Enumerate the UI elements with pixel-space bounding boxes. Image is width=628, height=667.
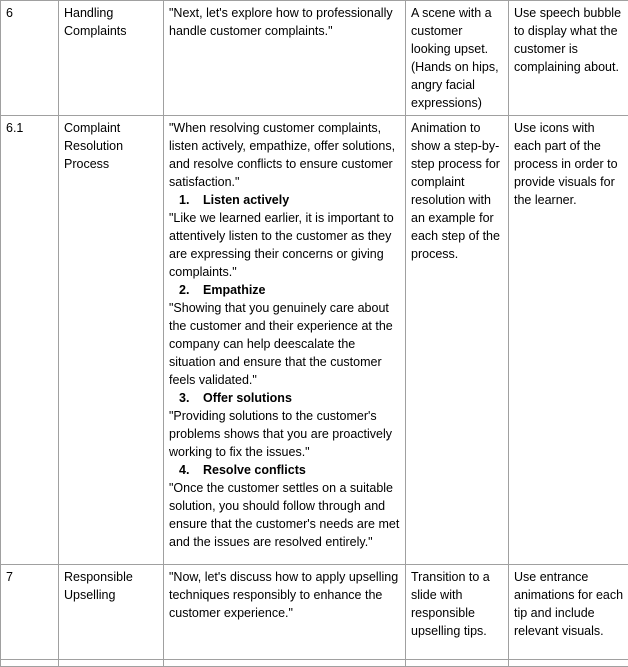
- step-text: "Showing that you genuinely care about the customer and their experience at the company can help deescalate the situation and ensure that the customer feels validated.": [169, 299, 401, 389]
- topic-cell: Handling Complaints: [59, 1, 164, 116]
- step-title: Empathize: [203, 283, 266, 297]
- table-row: [1, 660, 628, 667]
- step-number: 4.: [179, 461, 203, 479]
- step-heading: [169, 281, 401, 299]
- step-number: 2.: [179, 281, 203, 299]
- topic-cell: Complaint Resolution Process: [59, 116, 164, 565]
- empty-cell: [164, 660, 406, 667]
- step-heading: [169, 389, 401, 407]
- notes-cell: Use entrance animations for each tip and include relevant visuals.: [509, 565, 628, 660]
- narration-intro: "When resolving customer complaints, listen actively, empathize, offer solutions, and resolve conflicts to ensure customer satisfaction.": [169, 119, 401, 191]
- table-row: [1, 1, 628, 116]
- slide-number-cell: 7: [1, 565, 59, 660]
- empty-cell: [1, 660, 59, 667]
- notes-cell: Use icons with each part of the process in order to provide visuals for the learner.: [509, 116, 628, 565]
- slide-number-cell: 6: [1, 1, 59, 116]
- table-row: [1, 565, 628, 660]
- step-title: Listen actively: [203, 193, 289, 207]
- step-title: Offer solutions: [203, 391, 292, 405]
- step-title: Resolve conflicts: [203, 463, 306, 477]
- step-heading: [169, 461, 401, 479]
- table-row: [1, 116, 628, 565]
- step-heading: [169, 191, 401, 209]
- visual-cell: Animation to show a step-by-step process for complaint resolution with an example for each step of the process.: [406, 116, 509, 565]
- visual-cell: Transition to a slide with responsible upselling tips.: [406, 565, 509, 660]
- step-number: 3.: [179, 389, 203, 407]
- narration-cell: "Now, let's discuss how to apply upselling techniques responsibly to enhance the customer experience.": [164, 565, 406, 660]
- topic-cell: Responsible Upselling: [59, 565, 164, 660]
- narration-cell: [164, 116, 406, 565]
- step-text: "Like we learned earlier, it is important to attentively listen to the customer as they are expressing their concerns or giving complaints.": [169, 209, 401, 281]
- empty-cell: [59, 660, 164, 667]
- slide-number-cell: 6.1: [1, 116, 59, 565]
- step-text: "Providing solutions to the customer's problems shows that you are proactively working to fix the issues.": [169, 407, 401, 461]
- empty-cell: [509, 660, 628, 667]
- visual-cell: A scene with a customer looking upset. (Hands on hips, angry facial expressions): [406, 1, 509, 116]
- narration-cell: "Next, let's explore how to professionally handle customer complaints.": [164, 1, 406, 116]
- notes-cell: Use speech bubble to display what the customer is complaining about.: [509, 1, 628, 116]
- step-number: 1.: [179, 191, 203, 209]
- step-text: "Once the customer settles on a suitable solution, you should follow through and ensure that the customer's needs are met and the issues are resolved entirely.": [169, 479, 401, 551]
- empty-cell: [406, 660, 509, 667]
